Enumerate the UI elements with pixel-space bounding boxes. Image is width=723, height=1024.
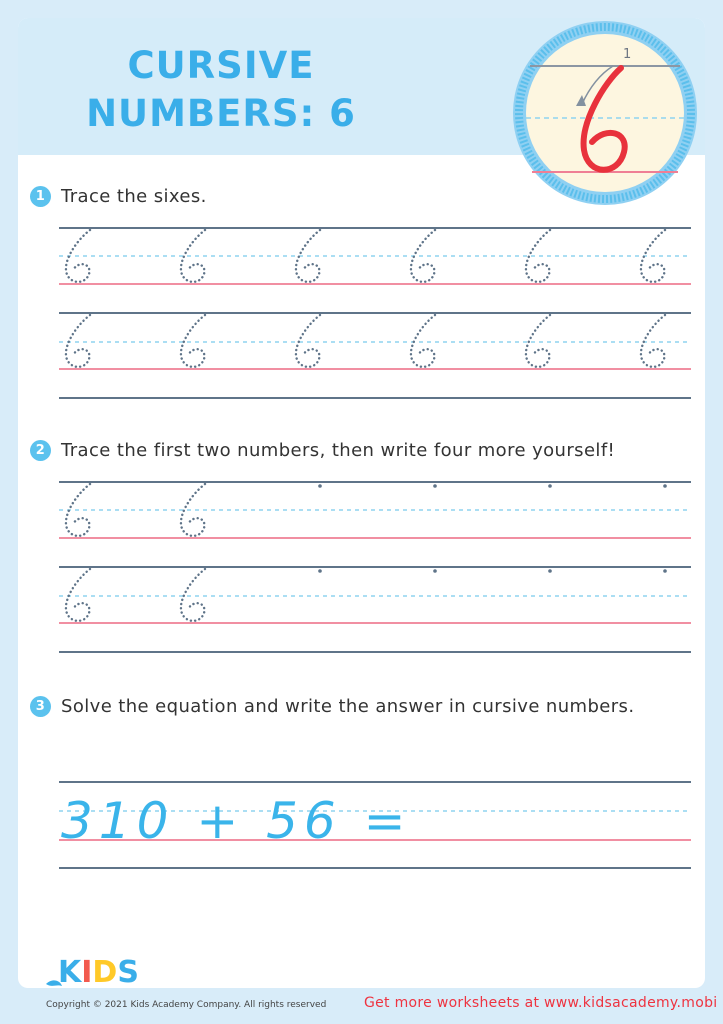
start-dot (318, 569, 322, 573)
trace-block-2[interactable] (59, 480, 691, 660)
row-3-guides (59, 482, 691, 538)
trace-row-2 (66, 315, 665, 367)
step-number-1: 1 (30, 186, 51, 207)
row-2-guides (59, 313, 691, 398)
equation-block[interactable] (59, 780, 691, 872)
logo-text: KIDS (58, 955, 139, 990)
instruction-3 (30, 696, 634, 717)
trace-digit-6 (641, 315, 665, 367)
instruction-2-text: Trace the first two numbers, then write four more yourself! (61, 440, 616, 461)
trace-digit-6 (181, 484, 205, 536)
start-dots (318, 484, 667, 573)
trace-lines-1 (59, 226, 691, 406)
step-number-2: 2 (30, 440, 51, 461)
row-1-guides (59, 228, 691, 284)
start-dot (663, 484, 667, 488)
instruction-1-text: Trace the sixes. (61, 186, 207, 207)
step-number-3: 3 (30, 696, 51, 717)
trace-digit-6 (296, 315, 320, 367)
instruction-2 (30, 440, 615, 461)
kids-academy-logo: KIDS ACADEMY (42, 948, 162, 988)
page-title (36, 42, 406, 138)
start-dot (433, 484, 437, 488)
trace-block-1[interactable] (59, 226, 691, 406)
start-dot (433, 569, 437, 573)
trace-digit-6 (526, 315, 550, 367)
start-dot (663, 569, 667, 573)
start-dot (548, 484, 552, 488)
instruction-1 (30, 186, 207, 207)
copyright-text: Copyright © 2021 Kids Academy Company. All rights reserved (46, 1000, 327, 1010)
instruction-3-text: Solve the equation and write the answer in cursive numbers. (61, 696, 635, 717)
start-dot (548, 569, 552, 573)
title-line-1: CURSIVE (127, 44, 315, 87)
badge-digit: 6 (510, 18, 511, 19)
trace-digit-6 (411, 315, 435, 367)
trace-row-4 (66, 569, 205, 621)
trace-digit-6 (526, 230, 550, 282)
row-4-guides (59, 567, 691, 652)
trace-digit-6 (66, 315, 90, 367)
start-dot (318, 484, 322, 488)
digit-badge (510, 18, 700, 208)
badge-stroke-number: 1 (623, 47, 632, 62)
title-line-2: NUMBERS: 6 (86, 92, 356, 135)
trace-digit-6 (181, 230, 205, 282)
equation-lines (59, 780, 691, 872)
trace-digit-6 (181, 315, 205, 367)
equation-text: 310 + 56 = (61, 792, 412, 850)
more-worksheets-link[interactable]: Get more worksheets at www.kidsacademy.mobi (364, 995, 718, 1011)
worksheet-page (18, 18, 705, 998)
trace-digit-6 (66, 569, 90, 621)
trace-digit-6 (181, 569, 205, 621)
trace-lines-2 (59, 480, 691, 660)
